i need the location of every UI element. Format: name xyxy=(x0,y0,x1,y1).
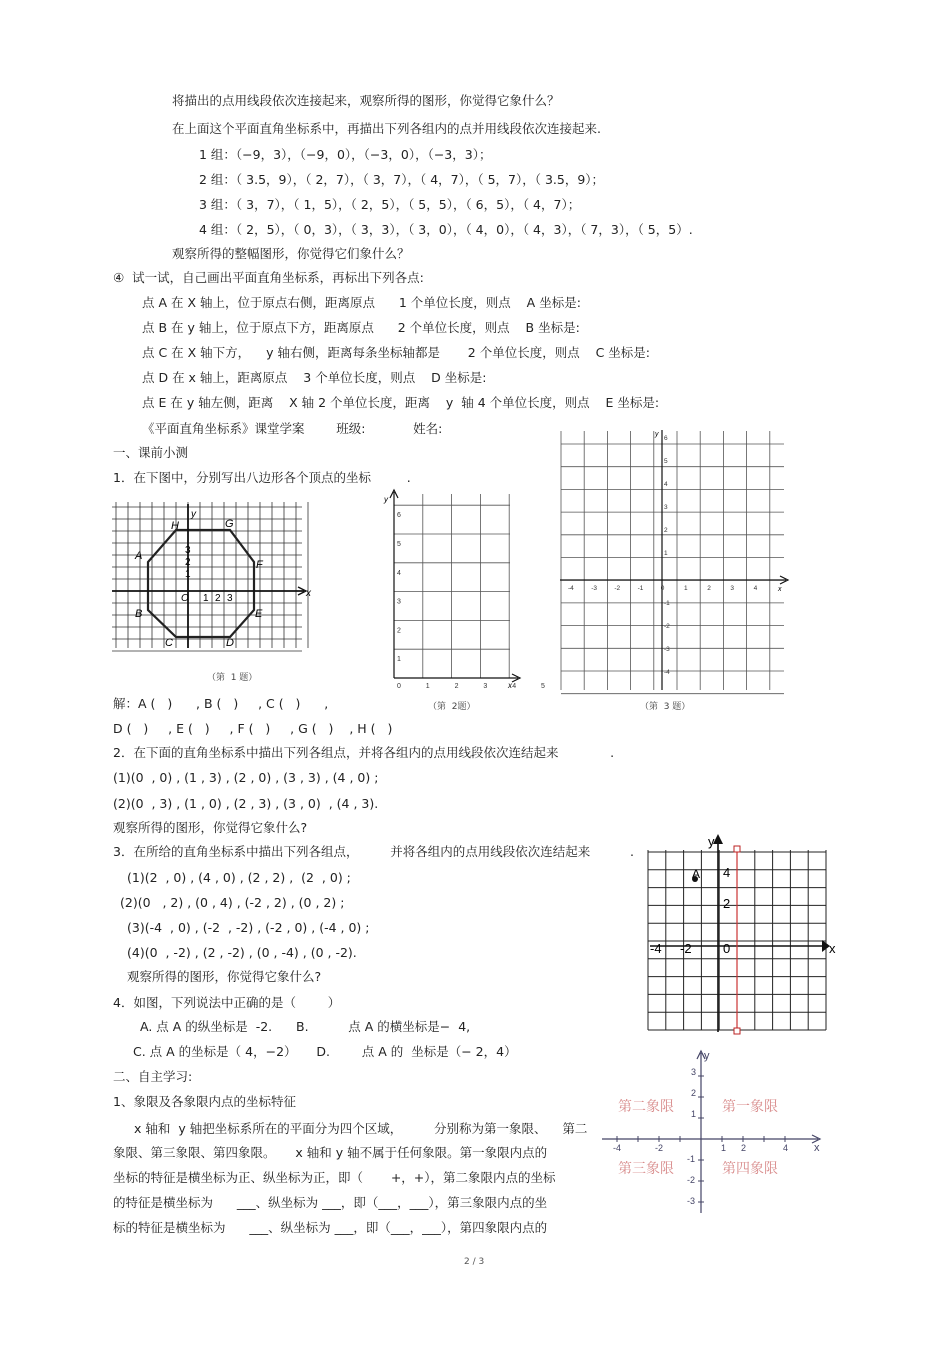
question-3: 3．在所给的直角坐标系中描出下列各组点， 并将各组内的点用线段依次连结起来 . xyxy=(113,844,634,859)
q2-group-1: (1)(0 , 0) , (1 , 3) , (2 , 0) , (3 , 3) , (4 , 0) ; xyxy=(113,770,379,785)
x-tick-label: 1 xyxy=(203,593,209,604)
group-3: 3 组：（ 3，7），（ 1，5），（ 2，5），（ 5，5），（ 6，5），（ 4，7）； xyxy=(199,197,581,212)
point-a-label: A xyxy=(692,867,701,881)
y-tick-label: 3 xyxy=(185,545,191,556)
x-axis-label: x xyxy=(306,588,311,599)
y-axis-label: y xyxy=(384,495,388,504)
vertex-label: G xyxy=(225,518,234,530)
tick-label: 2 xyxy=(707,585,711,592)
vertex-label: B xyxy=(135,608,143,620)
tick-label: 1 xyxy=(425,683,430,690)
figure-caption: （第 1 题） xyxy=(207,673,258,683)
page-number: 2 / 3 xyxy=(464,1257,485,1267)
group-1: 1 组：（−9，3），（−9，0），（−3，0），（−3，3）； xyxy=(199,147,492,162)
point-a-grid-figure xyxy=(640,832,840,1037)
tick-label: 5 xyxy=(397,541,401,548)
tick-label: -1 xyxy=(664,600,670,607)
point-c-question: 点 C 在 X 轴下方， y 轴右侧，距离每条坐标轴都是 2 个单位长度，则点 C 坐标是: xyxy=(142,345,650,360)
tick-label: -3 xyxy=(591,585,597,592)
origin-label: 0 xyxy=(723,941,731,956)
y-tick-label: 4 xyxy=(723,865,731,880)
tick-label: 2 xyxy=(664,527,668,534)
tick-label: 4 xyxy=(753,585,758,592)
tick-label: -4 xyxy=(568,585,574,592)
q3-group-2: (2)(0 , 2) , (0 , 4) , (-2 , 2) , (0 , 2) ; xyxy=(120,895,345,910)
y-tick-label: 1 xyxy=(185,569,191,580)
tick-label: 2 xyxy=(454,683,459,690)
text-line: 观察所得的图形，你觉得它象什么? xyxy=(127,969,322,984)
vertex-label: F xyxy=(256,559,263,571)
text-line: 观察所得的整幅图形，你觉得它们象什么？ xyxy=(172,246,410,261)
quadrant-label: 第四象限 xyxy=(722,1161,778,1177)
section-heading: 一、课前小测 xyxy=(113,445,189,460)
group-2: 2 组：（ 3.5，9），（ 2，7），（ 3，7），（ 4，7），（ 5，7），（ 3.5，9）； xyxy=(199,172,605,187)
q4-option-cd: C. 点 A 的坐标是（ 4，−2） D. 点 A 的 坐标是（− 2，4） xyxy=(133,1044,517,1059)
subsection-heading: 1、象限及各象限内点的坐标特征 xyxy=(113,1094,296,1109)
tick-label: -2 xyxy=(664,623,670,630)
answer-line-1: 解：A ( ) , B ( ) , C ( ) , xyxy=(113,696,329,711)
point-d-question: 点 D 在 x 轴上，距离原点 3 个单位长度，则点 D 坐标是: xyxy=(142,370,487,385)
tick-label: 4 xyxy=(664,481,668,488)
x-axis-label: x xyxy=(508,681,512,690)
y-tick-label: 1 xyxy=(691,1109,697,1119)
tick-label: 6 xyxy=(397,512,401,520)
q4-option-ab: A. 点 A 的纵坐标是 -2. B. 点 A 的横坐标是− 4, xyxy=(140,1019,471,1034)
y-axis-label: y xyxy=(704,1050,710,1062)
text-line: 将描出的点用线段依次连接起来，观察所得的图形，你觉得它象什么？ xyxy=(172,93,560,108)
y-tick-label: 2 xyxy=(691,1088,697,1098)
question-1: 1．在下图中，分别写出八边形各个顶点的坐标 . xyxy=(113,470,411,485)
q3-group-4: (4)(0 , -2) , (2 , -2) , (0 , -4) , (0 , -2). xyxy=(127,945,357,960)
q2-group-2: (2)(0 , 3) , (1 , 0) , (2 , 3) , (3 , 0) , (4 , 3). xyxy=(113,796,379,811)
y-tick-label: 2 xyxy=(185,557,191,568)
tick-label: 0 xyxy=(397,683,401,690)
point-e-question: 点 E 在 y 轴左侧，距离 X 轴 2 个单位长度，距离 y 轴 4 个单位长度，则点 E 坐标是: xyxy=(142,395,660,410)
quadrant-label: 第三象限 xyxy=(618,1161,674,1177)
text-line: 观察所得的图形，你觉得它象什么? xyxy=(113,820,308,835)
octagon-grid-figure xyxy=(112,500,322,650)
answer-line-2: D ( ) , E ( ) , F ( ) , G ( ) , H ( ) xyxy=(113,721,393,736)
quadrant-label: 第二象限 xyxy=(618,1099,674,1115)
tick-label: 6 xyxy=(664,435,668,442)
tick-label: 1 xyxy=(684,585,688,592)
x-axis-label: x xyxy=(778,586,782,593)
x-tick-label: 4 xyxy=(783,1143,789,1153)
q3-group-1: (1)(2 , 0) , (4 , 0) , (2 , 2) , (2 , 0) ; xyxy=(127,870,351,885)
x-tick-label: -2 xyxy=(655,1143,664,1153)
x-axis-label: x xyxy=(814,1142,820,1154)
tick-label: 3 xyxy=(397,598,401,606)
tick-label: 1 xyxy=(664,550,668,557)
first-quadrant-grid-figure xyxy=(384,490,545,690)
origin-label: O xyxy=(181,593,189,604)
tick-label: 0 xyxy=(660,585,665,592)
tick-label: 4 xyxy=(512,683,517,690)
y-axis-label: y xyxy=(191,509,196,520)
y-tick-label: -3 xyxy=(687,1196,696,1206)
paragraph-line: 坐标的特征是横坐标为正、纵坐标为正，即（ +，+），第二象限内点的坐标 xyxy=(113,1170,556,1185)
tick-label: -2 xyxy=(614,585,621,592)
y-tick-label: 3 xyxy=(691,1067,697,1077)
tick-label: -1 xyxy=(637,585,644,592)
tick-label: 4 xyxy=(397,569,401,577)
x-tick-label: 2 xyxy=(215,593,221,604)
x-tick-label: 1 xyxy=(721,1143,727,1153)
point-b-question: 点 B 在 y 轴上，位于原点下方，距离原点 2 个单位长度，则点 B 坐标是: xyxy=(142,320,580,335)
vertex-label: E xyxy=(255,608,263,620)
tick-label: 1 xyxy=(397,656,401,664)
y-tick-label: 2 xyxy=(723,896,731,911)
x-tick-label: 2 xyxy=(741,1143,747,1153)
paragraph-line: 标的特征是横坐标为 ___、纵坐标为 ___，即（___，___），第四象限内点的 xyxy=(113,1220,548,1235)
worksheet-header: 《平面直角坐标系》课堂学案 班级: 姓名: xyxy=(142,421,443,436)
tick-label: 2 xyxy=(397,627,401,635)
x-tick-label: -4 xyxy=(613,1143,622,1153)
figure-caption: （第 3 题） xyxy=(640,702,691,712)
quadrants-figure xyxy=(600,1047,832,1217)
vertex-label: A xyxy=(135,550,143,562)
point-a-question: 点 A 在 X 轴上，位于原点右侧，距离原点 1 个单位长度，则点 A 坐标是: xyxy=(142,295,581,310)
y-tick-label: -2 xyxy=(687,1175,696,1185)
tick-label: -4 xyxy=(664,669,670,676)
question-2: 2．在下面的直角坐标系中描出下列各组点，并将各组内的点用线段依次连结起来 . xyxy=(113,745,615,760)
full-coordinate-grid-figure xyxy=(558,428,798,693)
text-line: ④ 试一试，自己画出平面直角坐标系，再标出下列各点: xyxy=(113,270,424,285)
y-tick-label: -1 xyxy=(687,1154,696,1164)
group-4: 4 组：（ 2，5），（ 0，3），（ 3，3），（ 3，0），（ 4，0），（ 4，3），（ 7，3），（ 5，5）. xyxy=(199,222,693,237)
x-tick-label: 3 xyxy=(227,593,233,604)
tick-label: -3 xyxy=(664,646,670,653)
vertex-label: H xyxy=(171,520,179,532)
paragraph-line: 的特征是横坐标为 ___、纵坐标为 ___，即（___，___），第三象限内点的坐 xyxy=(113,1195,548,1210)
quadrant-label: 第一象限 xyxy=(722,1099,778,1115)
x-tick-label: -4 xyxy=(650,941,662,956)
y-axis-label: y xyxy=(655,431,659,438)
tick-label: 5 xyxy=(541,683,545,690)
paragraph-line: 象限、第三象限、第四象限。 x 轴和 y 轴不属于任何象限。第一象限内点的 xyxy=(113,1145,548,1160)
y-axis-arrow xyxy=(713,834,723,844)
q3-group-3: (3)(-4 , 0) , (-2 , -2) , (-2 , 0) , (-4 , 0) ; xyxy=(127,920,370,935)
vertex-label: C xyxy=(165,637,173,649)
x-tick-label: -2 xyxy=(680,941,692,956)
vertex-label: D xyxy=(226,637,234,649)
y-axis-label: y xyxy=(708,834,715,849)
section-heading: 二、自主学习: xyxy=(113,1069,193,1084)
x-axis-label: x xyxy=(829,941,836,956)
tick-label: 3 xyxy=(730,585,735,592)
figure-caption: （第 2题） xyxy=(428,702,476,712)
question-4: 4．如图，下列说法中正确的是（ ） xyxy=(113,995,341,1010)
paragraph-line: x 轴和 y 轴把坐标系所在的平面分为四个区域， 分别称为第一象限、 第二 xyxy=(134,1121,588,1136)
tick-label: 5 xyxy=(664,458,668,465)
tick-label: 3 xyxy=(664,504,668,511)
text-line: 在上面这个平面直角坐标系中，再描出下列各组内的点并用线段依次连接起来. xyxy=(172,121,601,136)
tick-label: 3 xyxy=(483,683,488,690)
